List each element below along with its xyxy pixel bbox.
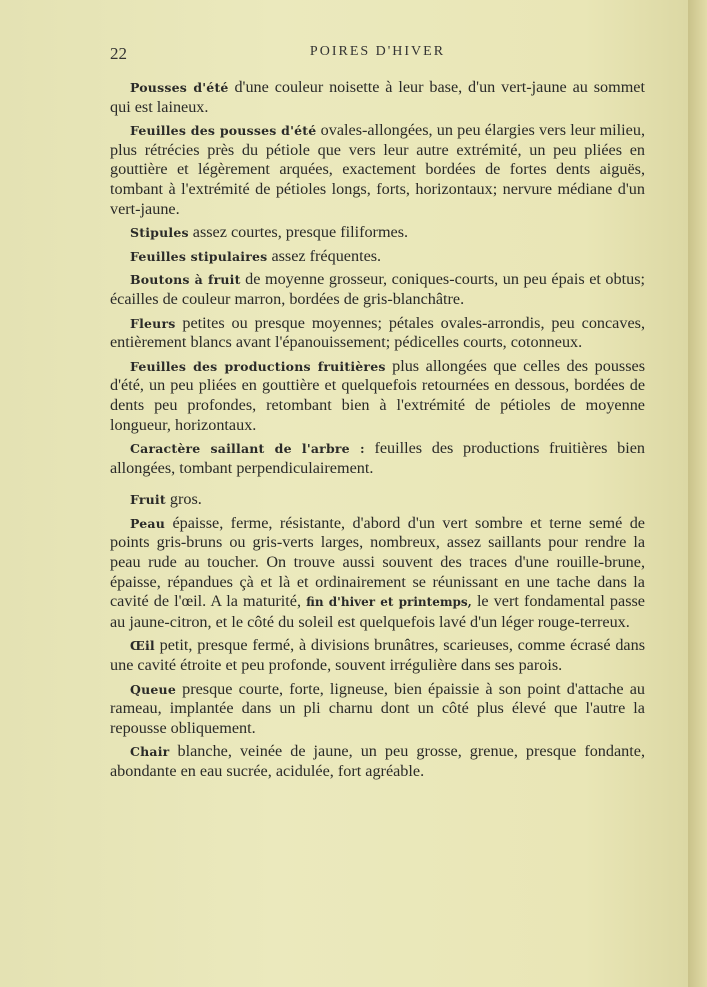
paragraph-lead: Caractère saillant de l'arbre : (130, 441, 365, 457)
paragraph-text: feuilles des productions fruitières bien allongées, tombant perpendiculairement. (110, 439, 645, 477)
paragraph-lead: Chair (130, 744, 170, 760)
page-header (110, 44, 645, 68)
paragraph-feuilles-stipulaires (110, 247, 645, 267)
paragraph-caractere (110, 439, 645, 478)
paragraph-lead: Feuilles stipulaires (130, 248, 268, 264)
paragraph-chair (110, 742, 645, 781)
paragraph-fruit (110, 490, 645, 510)
paragraph-text: blanche, veinée de jaune, un peu grosse, grenue, presque fondante, abondante en eau sucrée, acidulée, fort agréable. (110, 742, 645, 780)
paragraph-fleurs (110, 314, 645, 353)
paragraph-lead: Boutons à fruit (130, 272, 241, 288)
paragraph-queue (110, 680, 645, 739)
paragraph-text: presque courte, forte, ligneuse, bien épaissie à son point d'attache au rameau, implantée dans un pli charnu dont un côté plus élevé que l'autre la repousse obliquement. (110, 679, 645, 737)
paragraph-text: petit, presque fermé, à divisions brunâtres, scarieuses, comme écrasé dans une cavité étroite et peu profonde, souvent irrégulière dans ses parois. (110, 636, 645, 675)
paragraph-lead: Fruit (130, 492, 166, 508)
paragraph-lead: Peau (130, 515, 166, 531)
paragraph-feuilles-pousses (110, 121, 645, 219)
paragraph-lead: Feuilles des pousses d'été (130, 123, 317, 139)
page-edge (688, 0, 707, 987)
paragraph-peau (110, 514, 645, 633)
paragraph-lead: Stipules (130, 225, 189, 241)
paragraph-emphasis: fin d'hiver et printemps, (306, 595, 472, 610)
paragraph-text: gros. (165, 490, 202, 509)
paragraph-text-continued: le vert fondamental passe au jaune-citron, et le côté du soleil est quelquefois lavé d'un léger rouge-terreux. (110, 592, 645, 631)
paragraph-text: ovales-allongées, un peu élargies vers leur milieu, plus rétrécies près du pétiole que vers leur autre extrémité, un peu pliées en gouttière et légèrement arquées, exactement bordées de fortes dents aiguës, tombant à l'extrémité de pétioles longs, forts, horizontaux; nervure médiane d'un vert-jaune. (110, 121, 645, 218)
paragraph-text: épaisse, ferme, résistante, d'abord d'un vert sombre et terne semé de points gris-bruns ou gris-verts larges, nombreux, assez saillants pour rendre la peau rude au toucher. On trouve aussi souvent des traces d'une rouille-brune, épaisse, répandues çà et là et ordinairement se réunissant en une tache dans la cavité de l'œil. A la maturité, (110, 513, 645, 611)
paragraph-text: de moyenne grosseur, coniques-courts, un peu épais et obtus; écailles de couleur marron, bordées de gris-blanchâtre. (110, 270, 645, 308)
paragraph-text: assez courtes, presque filiformes. (188, 223, 409, 242)
paragraph-lead: Queue (130, 681, 176, 697)
paragraph-text: plus allongées que celles des pousses d'été, un peu pliées en gouttière et quelquefois retournées en dessous, bordées de dents peu profondes, retombant bien à l'extrémité de pétioles de moyenne longueur, horizontaux. (110, 356, 645, 434)
paragraph-feuilles-productions (110, 357, 645, 435)
paragraph-lead: Œil (130, 638, 155, 654)
paragraph-pousses (110, 78, 645, 117)
page-body (110, 78, 645, 786)
paragraph-oeil (110, 636, 645, 675)
paragraph-text: petites ou presque moyennes; pétales ovales-arrondis, peu concaves, entièrement blancs avant l'épanouissement; pédicelles courts, cotonneux. (110, 313, 645, 352)
paragraph-boutons (110, 270, 645, 309)
paragraph-lead: Pousses d'été (130, 80, 229, 95)
paragraph-stipules (110, 223, 645, 243)
paragraph-text: d'une couleur noisette à leur base, d'un vert-jaune au sommet qui est laineux. (110, 78, 645, 116)
paragraph-lead: Feuilles des productions fruitières (130, 358, 386, 374)
page-number: 22 (110, 44, 127, 63)
paragraph-text: assez fréquentes. (267, 246, 382, 265)
paragraph-lead: Fleurs (130, 315, 176, 331)
running-title: POIRES D'HIVER (309, 44, 446, 59)
